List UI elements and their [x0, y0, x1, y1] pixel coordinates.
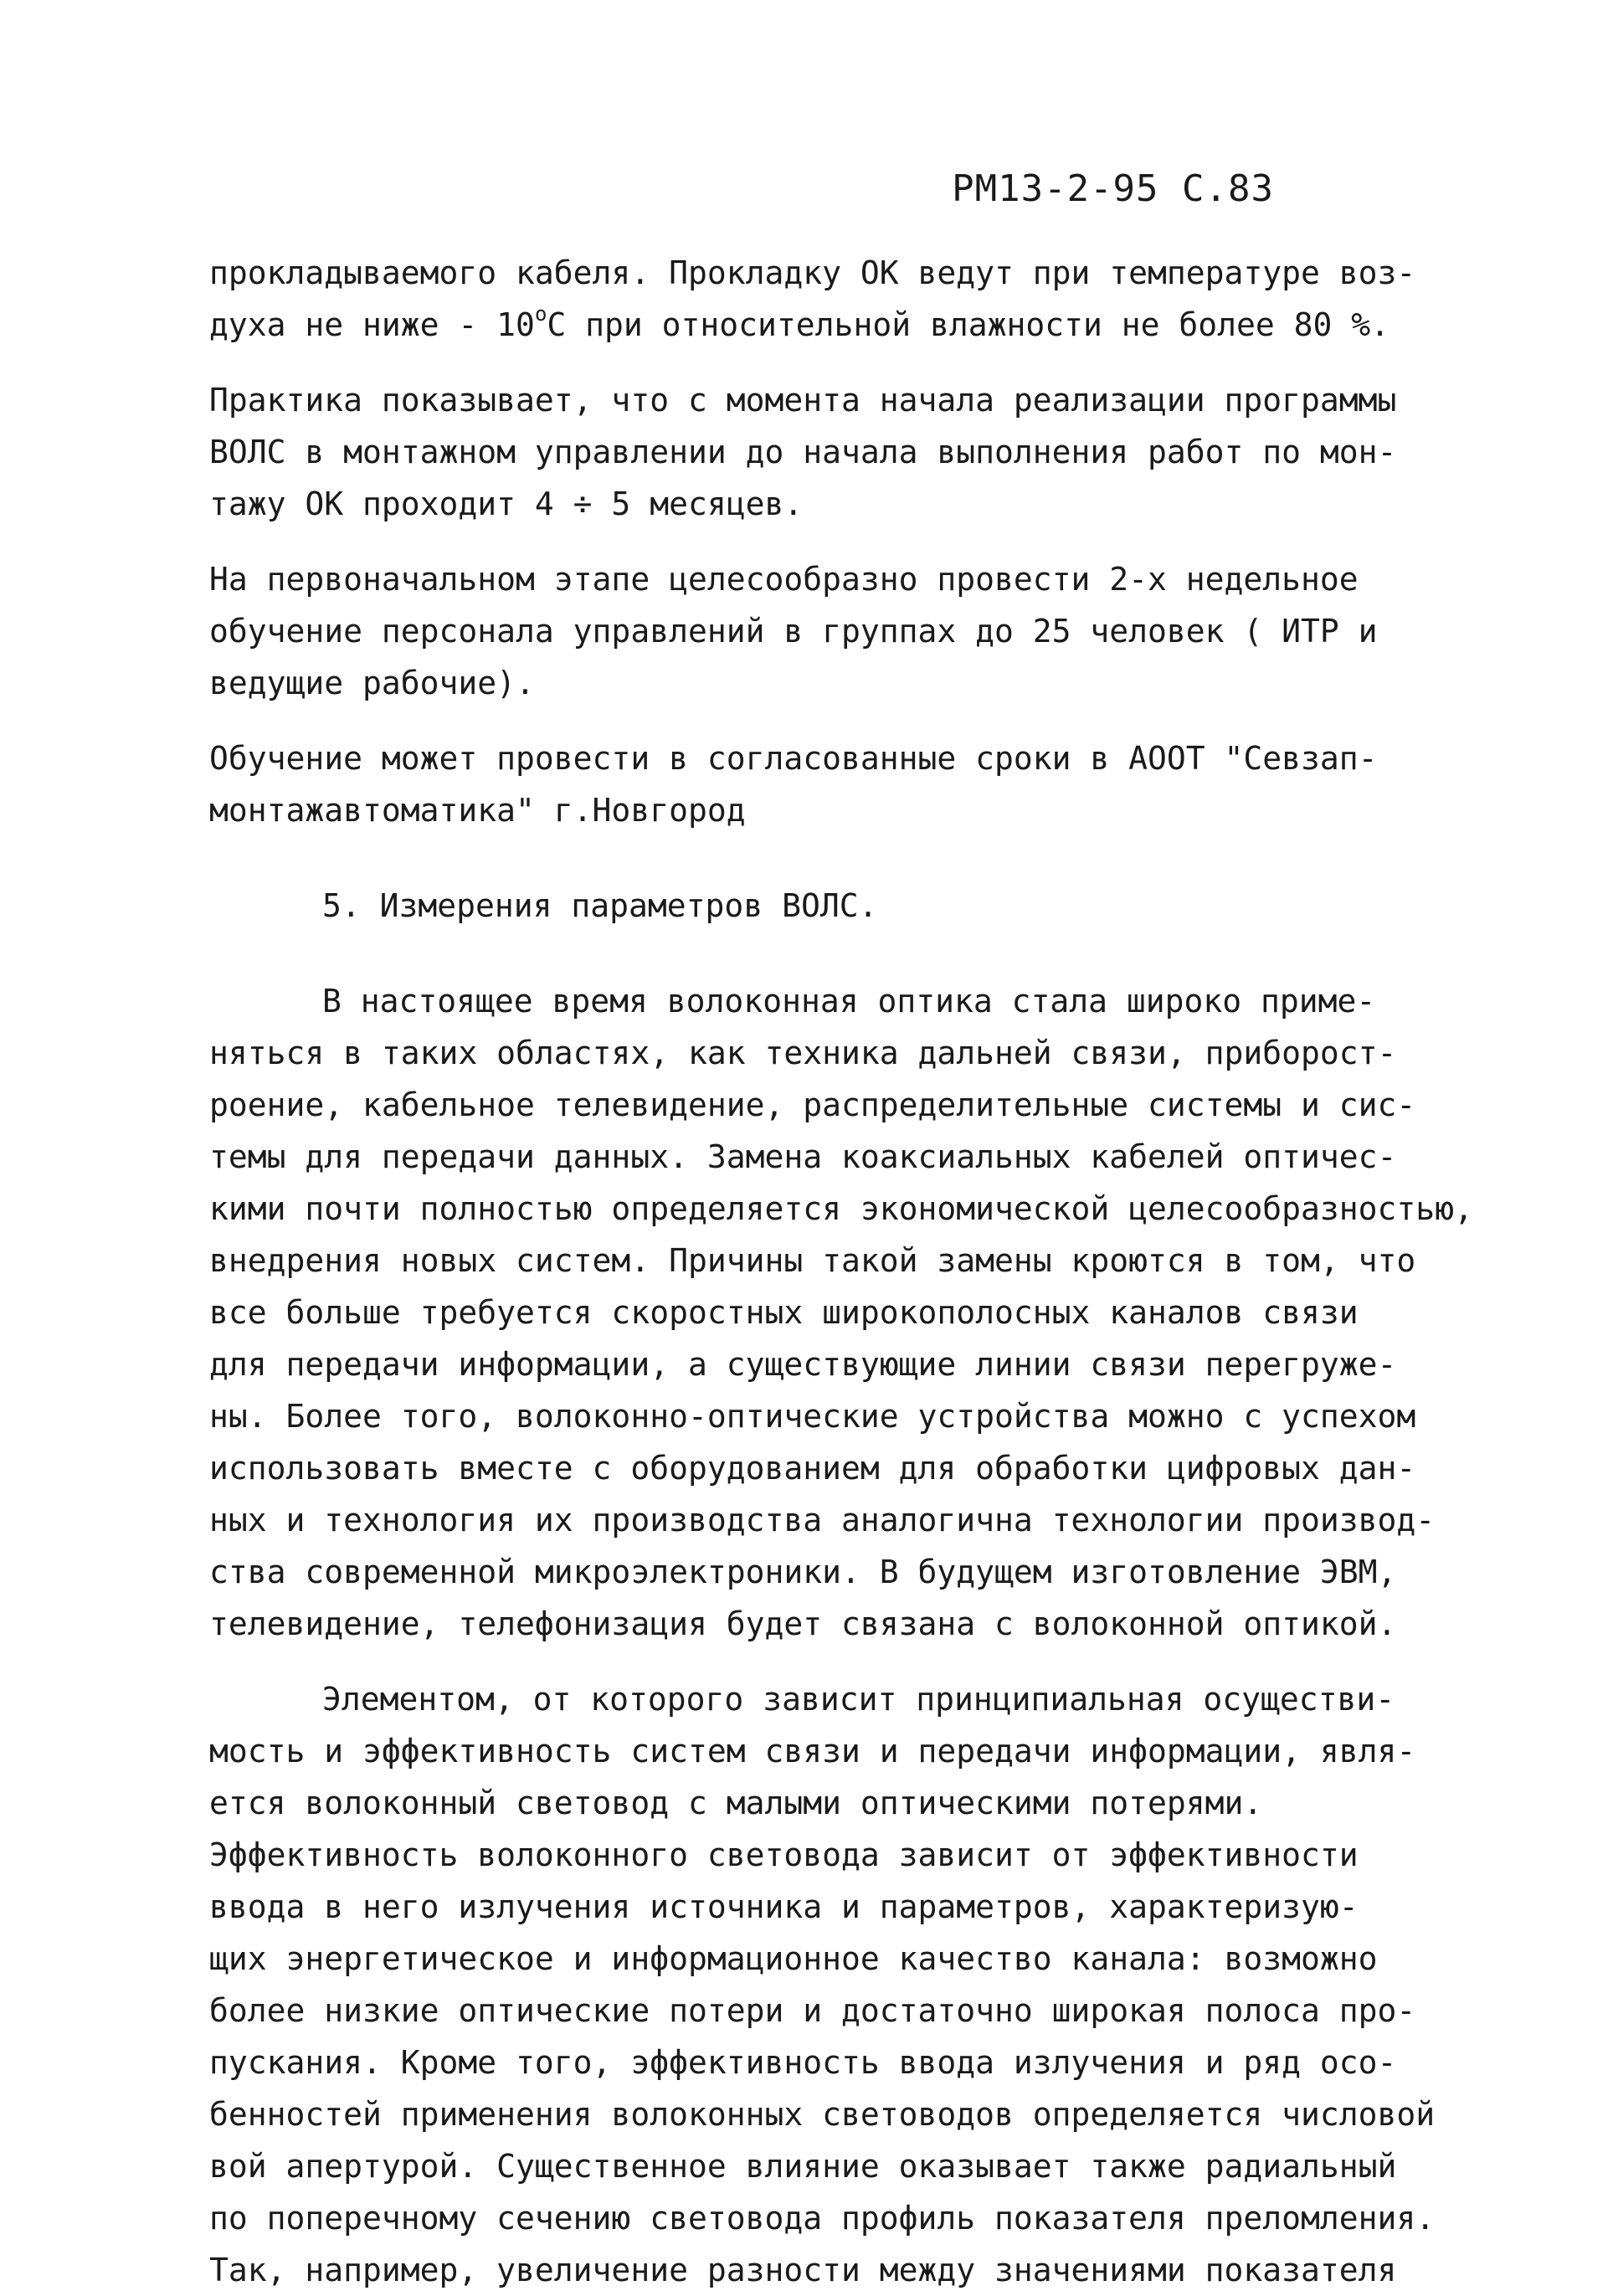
text-line: ных и технология их производства аналогична технологии производ-	[209, 1502, 1436, 1538]
text-line: Практика показывает, что с момента начала реализации программы	[209, 382, 1397, 419]
text-line: по поперечному сечению световода профиль показателя преломления.	[209, 2200, 1436, 2237]
superscript-degree: o	[534, 302, 547, 326]
paragraph-gap	[209, 351, 1406, 374]
paragraph-gap	[209, 836, 1406, 880]
text-line: обучение персонала управлений в группах до 25 человек ( ИТР и	[209, 613, 1378, 650]
text-line: вой апертурой. Существенное влияние оказывает также радиальный	[209, 2148, 1397, 2185]
text-line: щих энергетическое и информационное качество канала: возможно	[209, 1940, 1378, 1977]
text-line: пускания. Кроме того, эффективность ввода излучения и ряд осо-	[209, 2044, 1397, 2081]
text-line: телевидение, телефонизация будет связана с волоконной оптикой.	[209, 1605, 1397, 1642]
paragraph-gap	[209, 932, 1406, 975]
text-line	[209, 299, 1406, 351]
text-line: ввода в него излучения источника и параметров, характеризую-	[209, 1888, 1359, 1925]
paragraph-4	[209, 732, 1406, 836]
paragraph-5	[209, 975, 1473, 1650]
text-line: монтажавтоматика" г.Новгород	[209, 792, 746, 829]
text-line: использовать вместе с оборудованием для обработки цифровых дан-	[209, 1450, 1416, 1487]
text-line: няться в таких областях, как техника дальней связи, приборост-	[209, 1035, 1397, 1071]
text-line: Обучение может провести в согласованные сроки в АООТ "Севзап-	[209, 740, 1378, 777]
paragraph-6	[209, 1673, 1436, 2296]
text-line: мость и эффективность систем связи и передачи информации, явля-	[209, 1733, 1416, 1770]
page-header-code: РМ13-2-95 С.83	[952, 167, 1274, 210]
text-line: все больше требуется скоростных широкополосных каналов связи	[209, 1294, 1359, 1331]
text-line: На первоначальном этапе целесообразно провести 2-х недельное	[209, 561, 1359, 598]
paragraph-1	[209, 247, 1416, 351]
text-line: тажу ОК проходит 4 ÷ 5 месяцев.	[209, 485, 804, 522]
text-line: ется волоконный световод с малыми оптическими потерями.	[209, 1785, 1263, 1821]
text-line: ведущие рабочие).	[209, 665, 535, 701]
text-line: темы для передачи данных. Замена коаксиальных кабелей оптичес-	[209, 1138, 1397, 1175]
text-line: ства современной микроэлектроники. В будущем изготовление ЭВМ,	[209, 1554, 1397, 1590]
text-line: Так, например, увеличение разности между значениями показателя	[209, 2252, 1397, 2288]
text-line: ны. Более того, волоконно-оптические устройства можно с успехом	[209, 1398, 1416, 1435]
paragraph-3	[209, 553, 1406, 709]
text-line: кими почти полностью определяется экономической целесообразностью,	[209, 1190, 1473, 1227]
paragraph-gap	[209, 530, 1406, 553]
section-heading: 5. Измерения параметров ВОЛС.	[322, 887, 878, 924]
document-body	[209, 247, 1473, 2296]
text-line: ВОЛС в монтажном управлении до начала выполнения работ по мон-	[209, 434, 1397, 470]
text-line: более низкие оптические потери и достаточно широкая полоса про-	[209, 1992, 1416, 2029]
paragraph-2	[209, 374, 1406, 530]
text-line: внедрения новых систем. Причины такой замены кроются в том, что	[209, 1242, 1416, 1279]
text-line: Эффективность волоконного световода зависит от эффективности	[209, 1836, 1359, 1873]
text-line: бенностей применения волоконных световодов определяется числовой	[209, 2096, 1436, 2133]
text-line: В настоящее время волоконная оптика стала широко приме-	[322, 983, 1376, 1020]
text-line: прокладываемого кабеля. Прокладку ОК ведут при температуре воз-	[209, 254, 1416, 291]
text-fragment: С при относительной влажности не более 80 %.	[547, 306, 1390, 343]
text-fragment: духа не ниже - 10	[209, 306, 535, 343]
paragraph-gap	[209, 709, 1406, 732]
paragraph-gap	[209, 1650, 1406, 1673]
text-line: роение, кабельное телевидение, распределительные системы и сис-	[209, 1086, 1416, 1123]
text-line: для передачи информации, а существующие линии связи перегруже-	[209, 1346, 1397, 1383]
text-line: Элементом, от которого зависит принципиальная осуществи-	[322, 1681, 1395, 1718]
